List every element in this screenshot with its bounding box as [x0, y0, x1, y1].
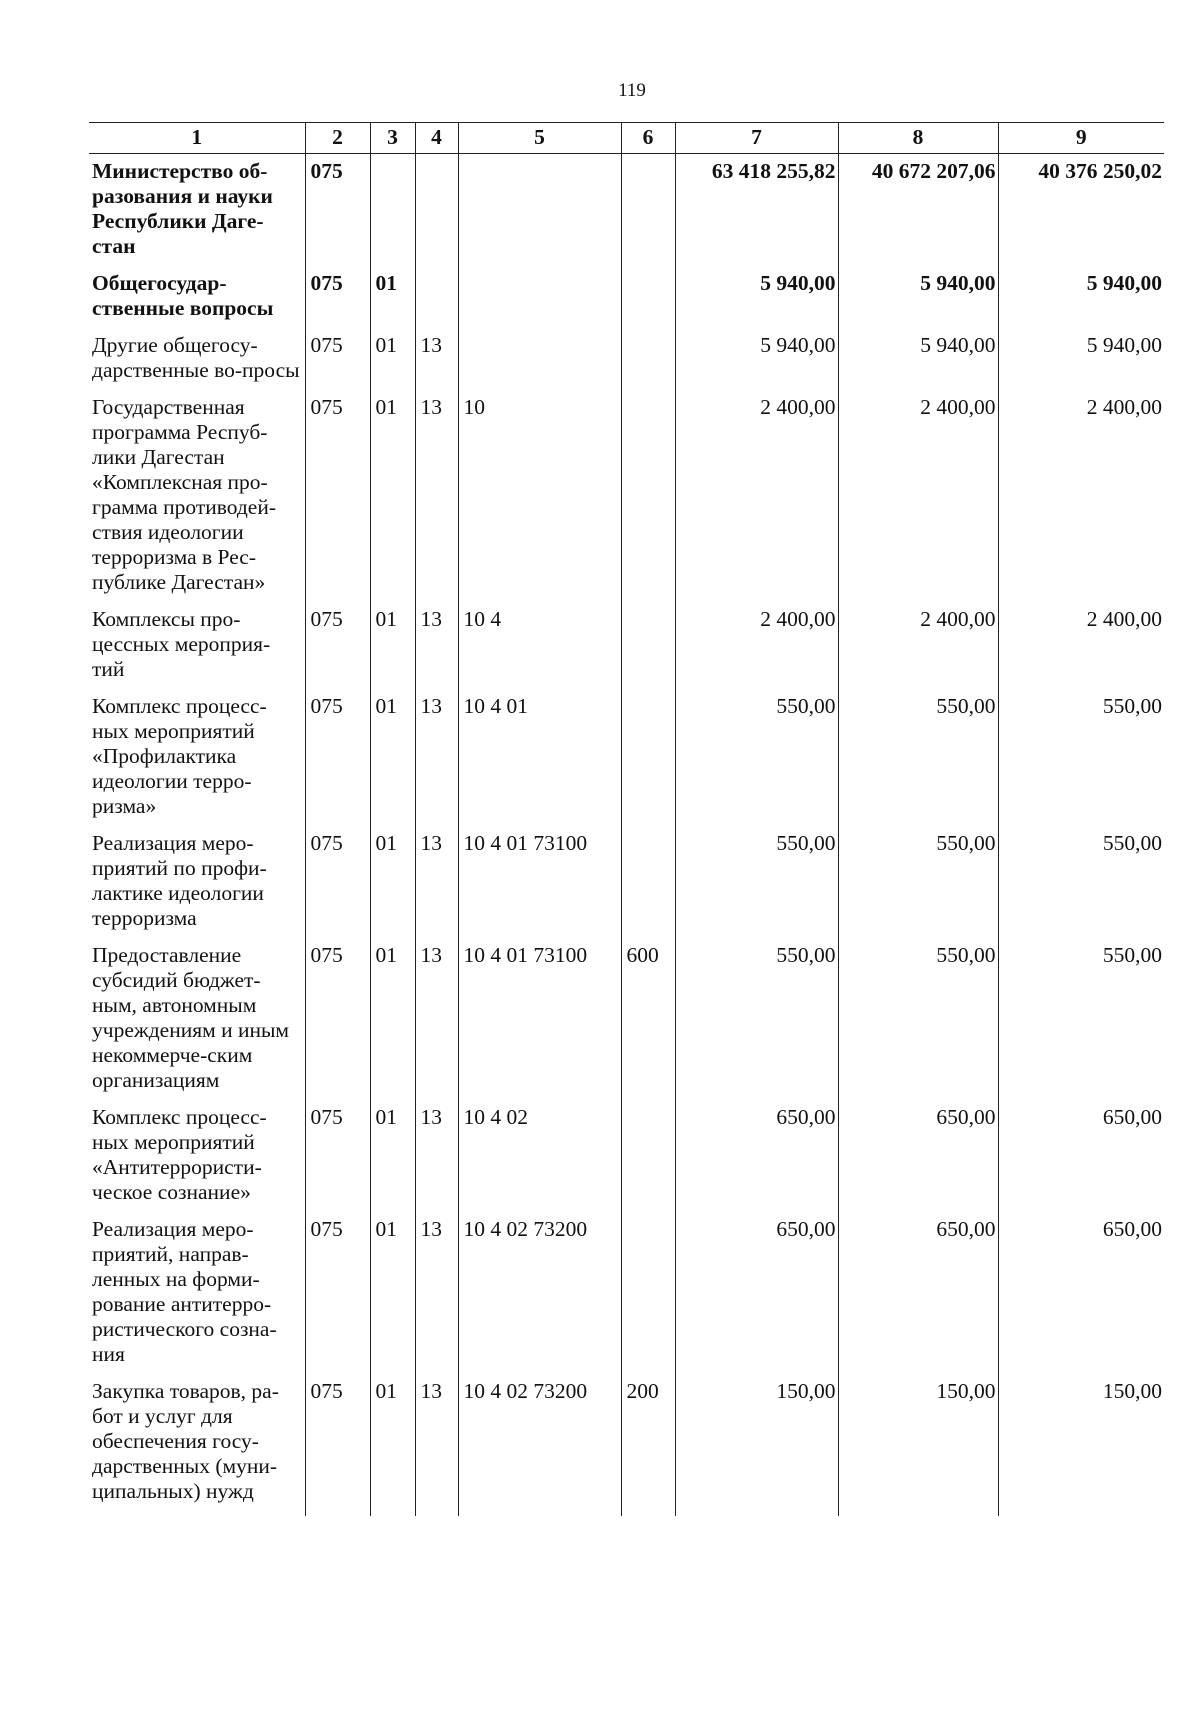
row-section-code: 01: [370, 831, 415, 943]
row-name: Предоставление субсидий бюджет-ным, автономным учреждениям и иным некоммерче-ским организациям: [89, 943, 305, 1105]
row-name: Комплекс процесс-ных мероприятий «Профилактика идеологии терро-ризма»: [89, 694, 305, 831]
budget-table-container: [89, 122, 1164, 1516]
table-row: [89, 395, 1164, 607]
row-expense-type: [621, 333, 675, 395]
table-row: [89, 271, 1164, 333]
budget-table: [89, 122, 1164, 1516]
row-amount-year-2: 2 400,00: [838, 607, 998, 694]
header-col-2: 2: [305, 123, 370, 154]
row-section-code: 01: [370, 1379, 415, 1516]
row-subsection-code: 13: [415, 607, 458, 694]
table-row: [89, 831, 1164, 943]
header-col-8: 8: [838, 123, 998, 154]
row-name: Реализация меро-приятий, направ-ленных на форми-рование антитерро-ристического созна-ния: [89, 1217, 305, 1379]
header-col-6: 6: [621, 123, 675, 154]
header-col-7: 7: [675, 123, 838, 154]
row-section-code: 01: [370, 1105, 415, 1217]
row-amount-year-3: 5 940,00: [998, 333, 1164, 395]
table-row: [89, 1379, 1164, 1516]
row-amount-year-2: 550,00: [838, 831, 998, 943]
row-amount-year-2: 5 940,00: [838, 333, 998, 395]
row-ministry-code: 075: [305, 831, 370, 943]
row-amount-year-1: 63 418 255,82: [675, 154, 838, 272]
row-ministry-code: 075: [305, 607, 370, 694]
row-target-article: [458, 333, 621, 395]
row-expense-type: [621, 1105, 675, 1217]
row-ministry-code: 075: [305, 154, 370, 272]
row-amount-year-2: 550,00: [838, 694, 998, 831]
table-row: [89, 1105, 1164, 1217]
row-amount-year-2: 550,00: [838, 943, 998, 1105]
row-amount-year-2: 40 672 207,06: [838, 154, 998, 272]
row-ministry-code: 075: [305, 395, 370, 607]
row-expense-type: [621, 694, 675, 831]
row-amount-year-1: 550,00: [675, 831, 838, 943]
row-name: Комплексы про-цессных мероприя-тий: [89, 607, 305, 694]
row-subsection-code: [415, 271, 458, 333]
row-subsection-code: 13: [415, 694, 458, 831]
header-col-9: 9: [998, 123, 1164, 154]
row-target-article: 10 4 02: [458, 1105, 621, 1217]
row-name: Другие общегосу-дарственные во-просы: [89, 333, 305, 395]
row-target-article: 10 4 01: [458, 694, 621, 831]
row-section-code: [370, 154, 415, 272]
page-number: 119: [618, 80, 646, 101]
header-col-4: 4: [415, 123, 458, 154]
row-amount-year-1: 150,00: [675, 1379, 838, 1516]
row-subsection-code: 13: [415, 831, 458, 943]
row-name: Комплекс процесс-ных мероприятий «Антитеррористи-ческое сознание»: [89, 1105, 305, 1217]
row-amount-year-3: 2 400,00: [998, 395, 1164, 607]
table-row: [89, 943, 1164, 1105]
row-amount-year-1: 5 940,00: [675, 333, 838, 395]
row-amount-year-3: 150,00: [998, 1379, 1164, 1516]
row-amount-year-1: 2 400,00: [675, 607, 838, 694]
row-subsection-code: 13: [415, 395, 458, 607]
row-expense-type: [621, 1217, 675, 1379]
row-amount-year-3: 650,00: [998, 1217, 1164, 1379]
row-ministry-code: 075: [305, 1379, 370, 1516]
row-section-code: 01: [370, 333, 415, 395]
row-target-article: 10 4 01 73100: [458, 831, 621, 943]
table-row: [89, 607, 1164, 694]
row-target-article: 10 4 01 73100: [458, 943, 621, 1105]
row-name: Реализация меро-приятий по профи-лактике идеологии терроризма: [89, 831, 305, 943]
row-ministry-code: 075: [305, 1105, 370, 1217]
row-section-code: 01: [370, 395, 415, 607]
row-amount-year-2: 650,00: [838, 1217, 998, 1379]
row-amount-year-1: 5 940,00: [675, 271, 838, 333]
row-amount-year-1: 2 400,00: [675, 395, 838, 607]
table-row: [89, 1217, 1164, 1379]
row-subsection-code: 13: [415, 1217, 458, 1379]
row-expense-type: 200: [621, 1379, 675, 1516]
row-target-article: 10: [458, 395, 621, 607]
row-section-code: 01: [370, 943, 415, 1105]
row-expense-type: 600: [621, 943, 675, 1105]
header-row: [89, 123, 1164, 154]
row-amount-year-3: 650,00: [998, 1105, 1164, 1217]
row-amount-year-3: 5 940,00: [998, 271, 1164, 333]
row-amount-year-2: 5 940,00: [838, 271, 998, 333]
row-ministry-code: 075: [305, 943, 370, 1105]
table-row: [89, 694, 1164, 831]
row-subsection-code: 13: [415, 333, 458, 395]
row-target-article: [458, 154, 621, 272]
row-amount-year-2: 650,00: [838, 1105, 998, 1217]
table-row: [89, 154, 1164, 272]
table-body: [89, 154, 1164, 1517]
row-name: Общегосудар-ственные вопросы: [89, 271, 305, 333]
row-name: Закупка товаров, ра-бот и услуг для обеспечения госу-дарственных (муни-ципальных) нужд: [89, 1379, 305, 1516]
header-col-3: 3: [370, 123, 415, 154]
row-target-article: 10 4: [458, 607, 621, 694]
row-ministry-code: 075: [305, 1217, 370, 1379]
row-amount-year-3: 40 376 250,02: [998, 154, 1164, 272]
row-subsection-code: 13: [415, 1105, 458, 1217]
row-expense-type: [621, 154, 675, 272]
row-amount-year-1: 650,00: [675, 1217, 838, 1379]
row-amount-year-3: 550,00: [998, 943, 1164, 1105]
row-amount-year-3: 2 400,00: [998, 607, 1164, 694]
table-row: [89, 333, 1164, 395]
row-amount-year-1: 550,00: [675, 943, 838, 1105]
row-subsection-code: 13: [415, 1379, 458, 1516]
row-name: Государственная программа Респуб-лики Дагестан «Комплексная про-грамма противодей-ствия идеологии терроризма в Рес-публике Дагестан»: [89, 395, 305, 607]
row-section-code: 01: [370, 271, 415, 333]
row-ministry-code: 075: [305, 694, 370, 831]
row-amount-year-1: 550,00: [675, 694, 838, 831]
row-expense-type: [621, 395, 675, 607]
header-col-5: 5: [458, 123, 621, 154]
row-target-article: [458, 271, 621, 333]
row-section-code: 01: [370, 694, 415, 831]
row-amount-year-2: 150,00: [838, 1379, 998, 1516]
row-amount-year-2: 2 400,00: [838, 395, 998, 607]
row-expense-type: [621, 831, 675, 943]
row-section-code: 01: [370, 1217, 415, 1379]
row-amount-year-1: 650,00: [675, 1105, 838, 1217]
row-amount-year-3: 550,00: [998, 831, 1164, 943]
row-section-code: 01: [370, 607, 415, 694]
row-subsection-code: [415, 154, 458, 272]
row-expense-type: [621, 607, 675, 694]
row-ministry-code: 075: [305, 333, 370, 395]
header-col-1: 1: [89, 123, 305, 154]
row-target-article: 10 4 02 73200: [458, 1379, 621, 1516]
row-name: Министерство об-разования и науки Республики Даге-стан: [89, 154, 305, 272]
row-ministry-code: 075: [305, 271, 370, 333]
row-expense-type: [621, 271, 675, 333]
row-subsection-code: 13: [415, 943, 458, 1105]
row-amount-year-3: 550,00: [998, 694, 1164, 831]
row-target-article: 10 4 02 73200: [458, 1217, 621, 1379]
